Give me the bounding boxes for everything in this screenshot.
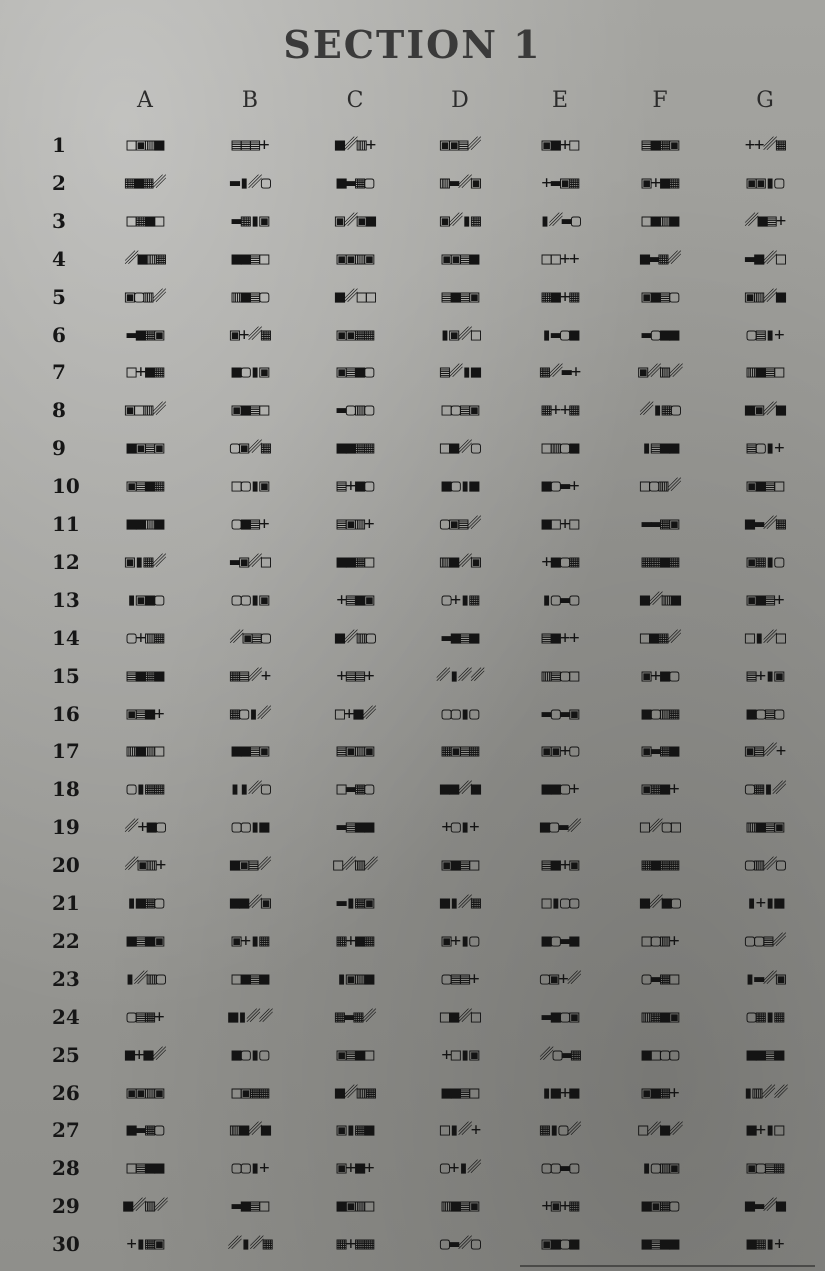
- symbol-code-a: ■▤■▣: [126, 930, 164, 951]
- symbol-code-a: ▣▮▦␥: [124, 551, 166, 572]
- symbol-code-e: ▤■+▣: [541, 855, 579, 876]
- symbol-code-a: □▤■■: [126, 1158, 164, 1179]
- symbol-code-e: ▮▢▬▢: [541, 589, 579, 610]
- symbol-code-d: ■■␥■: [439, 779, 481, 800]
- symbol-code-e: +▣+▦: [541, 1196, 579, 1217]
- symbol-code-a: ■+■␥: [124, 1044, 166, 1065]
- symbol-code-e: +■▢▦: [541, 551, 579, 572]
- symbol-code-d: ▦▣▤▦: [441, 741, 479, 762]
- table-row: [0, 202, 825, 240]
- symbol-code-g: ▤▢▮+: [746, 438, 784, 459]
- symbol-code-b: ▢▢▮+: [231, 1158, 269, 1179]
- symbol-code-e: +▬▣▦: [541, 172, 579, 193]
- row-number: 29: [52, 1194, 80, 1219]
- symbol-code-g: ▣■▤+: [746, 589, 784, 610]
- symbol-code-b: ▬■▤□: [231, 1196, 269, 1217]
- symbol-code-d: ▥▬␥▣: [439, 172, 481, 193]
- symbol-code-f: ▣▬▦■: [641, 741, 679, 762]
- row-number: 15: [52, 663, 80, 688]
- table-row: [0, 164, 825, 202]
- symbol-code-a: ■■▥■: [126, 514, 164, 534]
- row-number: 8: [52, 398, 66, 423]
- symbol-code-d: ▢+▮▦: [441, 589, 479, 610]
- symbol-code-e: ■▢▬␥: [539, 817, 581, 838]
- symbol-code-b: ▢■▤+: [231, 514, 269, 534]
- symbol-code-e: ␥▢▬▦: [539, 1044, 581, 1065]
- symbol-code-g: ■■▤■: [746, 1044, 784, 1065]
- symbol-code-c: ▣+■+: [336, 1158, 374, 1179]
- table-row: [0, 732, 825, 770]
- symbol-code-e: ▦++▦: [541, 400, 579, 421]
- symbol-code-g: ▮▬␥▣: [744, 968, 786, 989]
- symbol-code-c: ■▣▥□: [336, 1196, 374, 1217]
- symbol-code-c: ▣▤■□: [336, 1044, 374, 1065]
- symbol-code-c: +▤■▣: [336, 589, 374, 610]
- symbol-code-e: □□++: [541, 248, 579, 269]
- symbol-code-d: ␥▮␥␥: [436, 665, 484, 686]
- symbol-code-a: ▣▤■+: [126, 703, 164, 724]
- table-row: [0, 278, 825, 316]
- row-number: 21: [52, 891, 80, 915]
- symbol-code-f: □▢▥␥: [639, 476, 681, 497]
- row-number: 25: [52, 1042, 80, 1067]
- symbol-code-c: □+■␥: [334, 703, 376, 724]
- symbol-code-c: ▤▣▥▣: [336, 741, 374, 762]
- symbol-code-b: ▤▤▤+: [231, 135, 269, 155]
- symbol-code-f: □■▦␥: [639, 627, 681, 648]
- symbol-code-b: □▢▮▣: [231, 476, 269, 497]
- symbol-code-g: ▢▢▤␥: [744, 930, 786, 951]
- symbol-code-c: ▦+■▦: [336, 930, 374, 951]
- symbol-code-a: ▤■▦■: [126, 665, 164, 686]
- table-row: [0, 581, 825, 619]
- symbol-code-g: ▣■▤□: [746, 476, 784, 497]
- symbol-code-g: □▮␥□: [744, 627, 786, 648]
- symbol-code-a: ▮␥▥▢: [124, 968, 166, 989]
- table-row: [0, 695, 825, 733]
- symbol-code-f: ■␥■▢: [639, 893, 681, 913]
- table-row: [0, 353, 825, 391]
- symbol-code-b: ▣■▤□: [231, 400, 269, 421]
- table-row: [0, 884, 825, 922]
- symbol-code-d: ■▮␥▦: [439, 893, 481, 913]
- table-row: [0, 657, 825, 695]
- symbol-code-c: ▬▤■■: [336, 817, 374, 838]
- symbol-code-f: ▣+■▢: [641, 665, 679, 686]
- table-row: [0, 619, 825, 657]
- symbol-code-c: ■▬▦▢: [336, 172, 374, 193]
- row-number: 13: [52, 587, 80, 612]
- symbol-code-d: ▥■▤▣: [441, 1196, 479, 1217]
- symbol-code-g: ■+▮□: [746, 1120, 784, 1141]
- symbol-code-b: ▬▦▮▣: [231, 210, 269, 231]
- symbol-code-c: +▤▤+: [336, 665, 374, 686]
- symbol-code-b: ▣+▮▦: [231, 930, 269, 951]
- symbol-code-d: ▣+▮▢: [441, 930, 479, 951]
- symbol-code-d: ▢▬␥▢: [439, 1234, 481, 1255]
- symbol-code-f: ▮▤■■: [641, 438, 679, 459]
- symbol-code-d: ▣▣▤■: [441, 248, 479, 269]
- symbol-code-g: ▮▥␥␥: [743, 1082, 787, 1103]
- symbol-code-f: ▮▢▥▣: [641, 1158, 679, 1179]
- symbol-code-c: ▮▣▥■: [336, 968, 374, 989]
- row-number: 3: [52, 208, 66, 233]
- symbol-code-a: +▮▦▣: [126, 1234, 164, 1255]
- symbol-code-a: ␥▣▥+: [124, 855, 166, 876]
- symbol-code-c: ▦▬▦␥: [334, 1006, 376, 1027]
- symbol-code-g: ▣▤␥+: [744, 741, 786, 762]
- symbol-code-c: ■␥▥▢: [334, 627, 376, 648]
- symbol-code-d: □▮␥+: [439, 1120, 481, 1141]
- row-number: 20: [52, 853, 80, 878]
- symbol-code-b: ␥▣▤▢: [229, 627, 271, 648]
- symbol-code-g: ■▬␥▦: [744, 514, 786, 534]
- symbol-code-d: □■␥▢: [439, 438, 481, 459]
- symbol-code-a: ▢▮▦▦: [126, 779, 164, 800]
- symbol-code-c: ▬▢▥▢: [336, 400, 374, 421]
- symbol-code-e: ▣■▢■: [541, 1234, 579, 1255]
- row-number: 1: [52, 133, 66, 157]
- symbol-code-g: ▢▤▮+: [746, 324, 784, 345]
- symbol-code-f: ▥▦■▣: [641, 1006, 679, 1027]
- table-row: [0, 240, 825, 278]
- symbol-code-e: ▦■+▦: [541, 286, 579, 307]
- symbol-code-a: ▢▤▦+: [126, 1006, 164, 1027]
- symbol-code-c: ▬▮▦▣: [336, 893, 374, 913]
- symbol-code-d: ▮▣␥□: [439, 324, 481, 345]
- table-row: [0, 391, 825, 429]
- table-row: [0, 429, 825, 467]
- symbol-code-b: ■■▤□: [231, 248, 269, 269]
- symbol-code-c: □␥▥␥: [333, 855, 377, 876]
- symbol-code-f: ▬▬▦▣: [641, 514, 679, 534]
- symbol-code-e: ▢▢▬▢: [541, 1158, 579, 1179]
- table-row: [0, 126, 825, 164]
- row-number: 2: [52, 170, 66, 195]
- symbol-code-d: +□▮▣: [441, 1044, 479, 1065]
- symbol-code-f: ▣▦■+: [641, 779, 679, 800]
- symbol-code-g: ▮+▮■: [746, 893, 784, 913]
- symbol-code-a: □+■▦: [126, 362, 164, 383]
- symbol-code-d: ■■▤□: [441, 1082, 479, 1103]
- symbol-code-c: ■■▦□: [336, 551, 374, 572]
- row-number: 24: [52, 1004, 80, 1029]
- row-number: 28: [52, 1156, 80, 1181]
- row-number: 10: [52, 474, 80, 499]
- symbol-code-a: ▬■▦▣: [126, 324, 164, 345]
- column-header-d: D: [451, 88, 469, 113]
- symbol-code-g: ▢▦▮␥: [744, 779, 786, 800]
- symbol-code-e: ■□+□: [541, 514, 579, 534]
- symbol-code-g: ▣▣▮▢: [746, 172, 784, 193]
- symbol-code-c: ■␥□□: [334, 286, 376, 307]
- symbol-code-e: ▣■+□: [541, 135, 579, 155]
- table-row: [0, 1187, 825, 1225]
- symbol-code-g: ▢▥␥▢: [744, 855, 786, 876]
- symbol-code-f: ▣␥▥␥: [638, 362, 682, 383]
- symbol-code-d: ▤␥▮■: [439, 362, 481, 383]
- section-title: SECTION 1: [283, 22, 542, 67]
- column-header-c: C: [346, 88, 364, 113]
- symbol-code-d: ▣␥▮▦: [439, 210, 481, 231]
- symbol-code-a: ␥+■▢: [124, 817, 166, 838]
- column-header-b: B: [241, 88, 259, 113]
- symbol-code-e: □▥▢■: [541, 438, 579, 459]
- symbol-code-d: ▥■␥▣: [439, 551, 481, 572]
- symbol-code-e: ■▢▬■: [541, 930, 579, 951]
- symbol-code-b: ▬▣␥□: [229, 551, 271, 572]
- symbol-code-d: ▤■▤▣: [441, 286, 479, 307]
- table-row: [0, 316, 825, 354]
- symbol-code-f: ■▣▦▢: [641, 1196, 679, 1217]
- symbol-code-d: ■▢▮■: [441, 476, 479, 497]
- symbol-code-g: ■▦▮+: [746, 1234, 784, 1255]
- symbol-code-e: ▮▬▢■: [541, 324, 579, 345]
- table-row: [0, 846, 825, 884]
- symbol-code-f: □▢▥+: [641, 930, 679, 951]
- symbol-code-g: ▤+▮▣: [746, 665, 784, 686]
- symbol-code-f: □␥▢□: [639, 817, 681, 838]
- symbol-code-d: +▢▮+: [441, 817, 479, 838]
- table-row: [0, 1225, 825, 1263]
- symbol-code-e: ▮■+■: [541, 1082, 579, 1103]
- symbol-code-e: ▦▮▢␥: [539, 1120, 581, 1141]
- symbol-code-f: ■▬▦␥: [639, 248, 681, 269]
- symbol-code-c: ▣▣▥▣: [336, 248, 374, 269]
- symbol-code-b: ■▮␥␥: [228, 1006, 272, 1027]
- symbol-code-f: □■▥■: [641, 210, 679, 231]
- symbol-code-e: ▮␥▬▢: [539, 210, 581, 231]
- symbol-code-g: ▥■▤□: [746, 362, 784, 383]
- table-row: [0, 1111, 825, 1149]
- symbol-code-e: ▬▢▬▣: [541, 703, 579, 724]
- symbol-code-c: ▣▣▦▦: [336, 324, 374, 345]
- symbol-code-e: ▣▣+▢: [541, 741, 579, 762]
- symbol-code-d: ▢▣▤␥: [439, 514, 481, 534]
- symbol-code-g: ␥■▤+: [744, 210, 786, 231]
- symbol-code-a: ▣▤■▦: [126, 476, 164, 497]
- row-number: 7: [52, 360, 66, 385]
- symbol-code-e: ■▢▬+: [541, 476, 579, 497]
- symbol-code-f: ␥▮▦▢: [639, 400, 681, 421]
- row-number: 30: [52, 1232, 80, 1257]
- symbol-code-f: ■␥▥■: [639, 589, 681, 610]
- table-row: [0, 922, 825, 960]
- row-number: 19: [52, 815, 80, 840]
- symbol-code-a: □▦■□: [126, 210, 164, 231]
- symbol-code-e: ▥▤▢□: [541, 665, 579, 686]
- symbol-code-d: ▢▤▤+: [441, 968, 479, 989]
- row-number: 16: [52, 701, 80, 726]
- symbol-code-c: ▦+▦▦: [336, 1234, 374, 1255]
- symbol-code-b: ▢▢▮▣: [231, 589, 269, 610]
- row-number: 5: [52, 284, 66, 309]
- symbol-code-f: ■□▢▢: [641, 1044, 679, 1065]
- symbol-code-g: ++␥▦: [744, 135, 786, 155]
- symbol-code-a: □▣▥■: [126, 135, 164, 155]
- symbol-code-g: ▬■␥□: [744, 248, 786, 269]
- row-number: 22: [52, 928, 80, 953]
- symbol-code-b: □■▤■: [231, 968, 269, 989]
- row-number: 9: [52, 436, 66, 461]
- symbol-code-a: ▮▣■▢: [126, 589, 164, 610]
- symbol-code-d: ▣▣▤␥: [439, 135, 481, 155]
- row-number: 17: [52, 739, 80, 764]
- symbol-code-a: ■▣▤▣: [126, 438, 164, 459]
- symbol-code-d: □■␥□: [439, 1006, 481, 1027]
- symbol-code-a: ▮■▦▢: [126, 893, 164, 913]
- symbol-code-g: ▥■▤▣: [746, 817, 784, 838]
- symbol-code-f: ▢▬▦□: [641, 968, 679, 989]
- symbol-code-f: ▦■▦▦: [641, 855, 679, 876]
- symbol-code-b: ▮▮␥▢: [229, 779, 271, 800]
- symbol-code-a: ▢+▥▦: [126, 627, 164, 648]
- table-row: [0, 960, 825, 998]
- symbol-code-a: ▣▢▥␥: [124, 286, 166, 307]
- symbol-code-a: ▥■▥□: [126, 741, 164, 762]
- symbol-code-b: ▥■␥■: [229, 1120, 271, 1141]
- table-row: [0, 770, 825, 808]
- symbol-code-e: ▦␥▬+: [539, 362, 581, 383]
- column-header-g: G: [756, 88, 774, 113]
- symbol-code-g: ▣▢▤▦: [746, 1158, 784, 1179]
- symbol-code-f: ▤■▦▣: [641, 135, 679, 155]
- symbol-code-g: ▢▦▮▦: [746, 1006, 784, 1027]
- symbol-code-b: ■■␥▣: [229, 893, 271, 913]
- symbol-code-f: ■▢▥▦: [641, 703, 679, 724]
- symbol-code-c: □▬▦▢: [336, 779, 374, 800]
- symbol-code-c: ▣␥▣■: [334, 210, 376, 231]
- symbol-code-c: ▤▣▥+: [336, 514, 374, 534]
- table-row: [0, 505, 825, 543]
- symbol-code-b: ■▣▤␥: [229, 855, 271, 876]
- symbol-code-c: ■■▦▦: [336, 438, 374, 459]
- symbol-code-c: ■␥▥+: [334, 135, 376, 155]
- row-number: 18: [52, 777, 80, 802]
- symbol-code-b: ▢▢▮■: [231, 817, 269, 838]
- symbol-code-b: ▦▤␥+: [229, 665, 271, 686]
- symbol-code-f: ▣■▦+: [641, 1082, 679, 1103]
- row-number: 12: [52, 549, 80, 574]
- table-row: [0, 1074, 825, 1112]
- symbol-code-b: □▣▦▦: [231, 1082, 269, 1103]
- symbol-code-b: ▦▢▮␥: [229, 703, 271, 724]
- symbol-code-d: □▢▤▣: [441, 400, 479, 421]
- table-row: [0, 998, 825, 1036]
- symbol-code-c: ▣▤■▢: [336, 362, 374, 383]
- symbol-code-e: ▢▣+␥: [539, 968, 581, 989]
- column-header-a: A: [137, 88, 153, 113]
- symbol-code-e: □▮▢▢: [541, 893, 579, 913]
- table-row: [0, 467, 825, 505]
- symbol-code-f: ▣+■▦: [641, 172, 679, 193]
- symbol-code-b: ▬▮␥▢: [229, 172, 271, 193]
- column-header-f: F: [652, 88, 668, 113]
- symbol-code-b: ▥■▤▢: [231, 286, 269, 307]
- symbol-code-f: □␥■␥: [638, 1120, 682, 1141]
- symbol-code-b: ␥▮␥▦: [228, 1234, 272, 1255]
- symbol-code-d: ▢+▮␥: [439, 1158, 481, 1179]
- symbol-code-f: ▦▦■▦: [641, 551, 679, 572]
- symbol-code-g: ▣▥␥■: [744, 286, 786, 307]
- row-number: 23: [52, 966, 80, 991]
- symbol-code-c: ▣▮▦■: [336, 1120, 374, 1141]
- symbol-code-f: ▣■▤▢: [641, 286, 679, 307]
- symbol-code-g: ■▣␥■: [744, 400, 786, 421]
- symbol-code-g: ▣▦▮▢: [746, 551, 784, 572]
- symbol-code-d: ▢▢▮▢: [441, 703, 479, 724]
- symbol-code-b: ■▢▮▣: [231, 362, 269, 383]
- symbol-code-b: ■▢▮▢: [231, 1044, 269, 1065]
- symbol-code-b: ▢▣␥▦: [229, 438, 271, 459]
- row-number: 11: [52, 512, 80, 536]
- table-row: [0, 1149, 825, 1187]
- column-header-e: E: [551, 88, 569, 113]
- symbol-code-d: ▬■▤■: [441, 627, 479, 648]
- symbol-code-e: ▤■++: [541, 627, 579, 648]
- symbol-code-c: ■␥▥▦: [334, 1082, 376, 1103]
- symbol-code-b: ■■▤▣: [231, 741, 269, 762]
- symbol-code-a: ▣▣▥▣: [126, 1082, 164, 1103]
- symbol-code-g: ■▢▤▢: [746, 703, 784, 724]
- symbol-code-b: ▣+␥▦: [229, 324, 271, 345]
- table-row: [0, 543, 825, 581]
- symbol-code-a: ▦■▦␥: [124, 172, 166, 193]
- bottom-rule: [520, 1265, 815, 1267]
- row-number: 14: [52, 625, 80, 650]
- row-number: 26: [52, 1080, 80, 1105]
- table-row: [0, 808, 825, 846]
- row-number: 4: [52, 246, 66, 271]
- symbol-code-a: ■▬▦▢: [126, 1120, 164, 1141]
- symbol-code-g: ■▬␥■: [744, 1196, 786, 1217]
- symbol-code-a: ␥■▥▦: [124, 248, 166, 269]
- symbol-code-a: ▣□▥␥: [124, 400, 166, 421]
- symbol-code-c: ▤+■▢: [336, 476, 374, 497]
- symbol-code-f: ■▤■■: [641, 1234, 679, 1255]
- symbol-code-f: ▬▢■■: [641, 324, 679, 345]
- symbol-code-e: ▬■▢▣: [541, 1006, 579, 1027]
- symbol-code-d: ▣■▤□: [441, 855, 479, 876]
- row-number: 6: [52, 322, 66, 347]
- symbol-code-a: ■␥▥␥: [123, 1196, 167, 1217]
- table-row: [0, 1036, 825, 1074]
- symbol-code-e: ■■▢+: [541, 779, 579, 800]
- row-number: 27: [52, 1118, 80, 1143]
